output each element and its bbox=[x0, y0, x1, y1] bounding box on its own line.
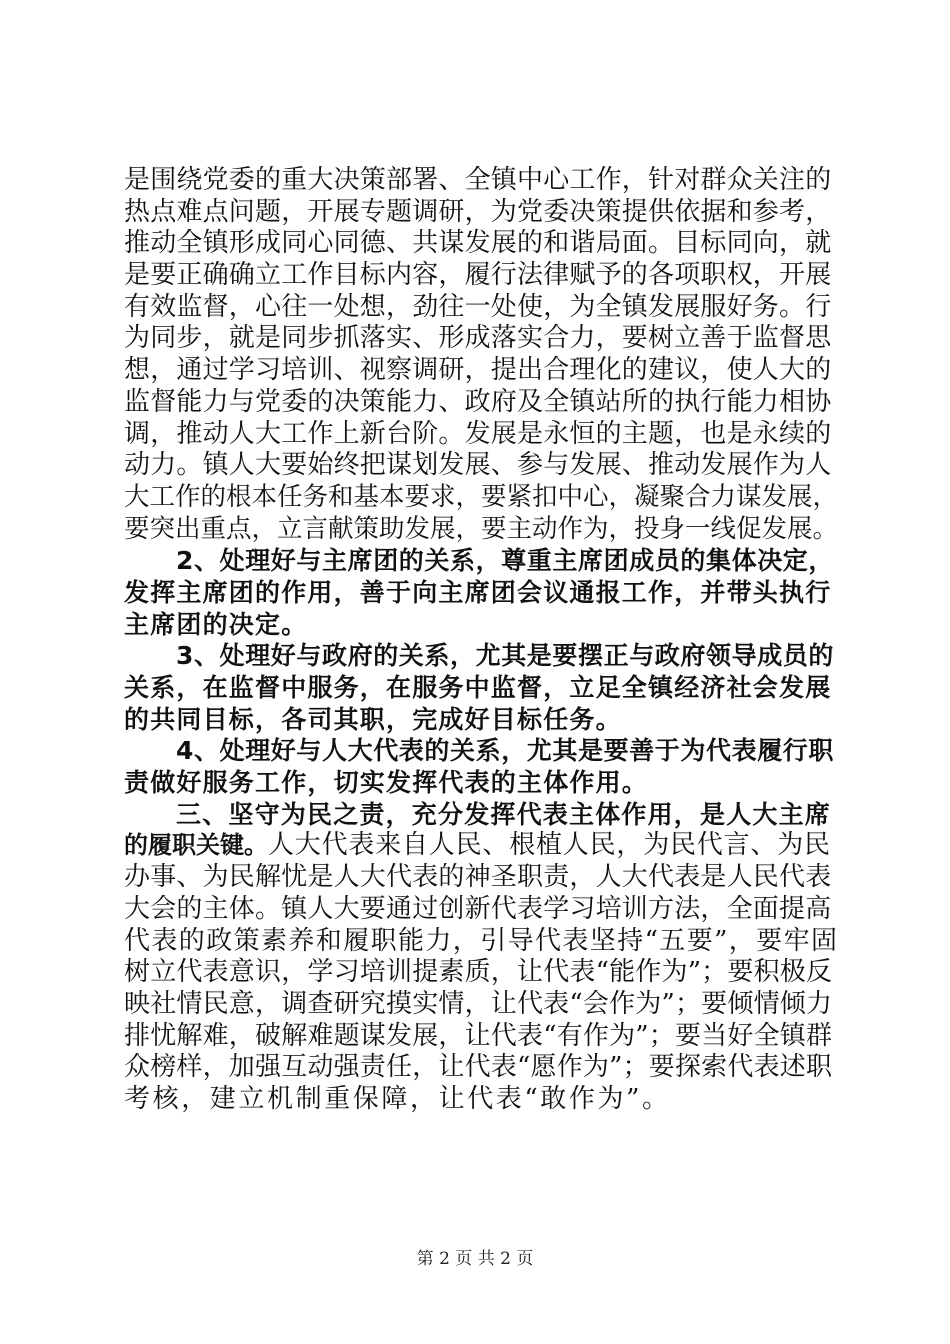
text-line: 调，推动人大工作上新台阶。发展是永恒的主题，也是永续的 bbox=[124, 418, 832, 449]
text-line: 代表的政策素养和履职能力，引导代表坚持“五要”，要牢固 bbox=[124, 925, 839, 956]
text-line: 是围绕党委的重大决策部署、全镇中心工作，针对群众关注的 bbox=[124, 165, 832, 195]
text-line: 责做好服务工作，切实发挥代表的主体作用。 bbox=[124, 768, 649, 798]
text-line: 推动全镇形成同心同德、共谋发展的和谐局面。目标同向，就 bbox=[124, 228, 832, 259]
text-line: 的共同目标，各司其职，完成好目标任务。 bbox=[124, 704, 622, 734]
text-line: 热点难点问题，开展专题调研，为党委决策提供依据和参考， bbox=[124, 196, 832, 227]
text-line: 大工作的根本任务和基本要求，要紧扣中心，凝聚合力谋发展， bbox=[124, 481, 839, 512]
text-line: 映社情民意，调查研究摸实情，让代表“会作为”；要倾情倾力 bbox=[124, 988, 833, 1019]
text-line: 关系，在监督中服务，在服务中监督，立足全镇经济社会发展 bbox=[124, 673, 832, 702]
text-line: 众榜样，加强互动强责任，让代表“愿作为”；要探索代表述职 bbox=[124, 1052, 833, 1083]
text-line: 是要正确确立工作目标内容，履行法律赋予的各项职权，开展 bbox=[124, 260, 832, 291]
text-line: 办事、为民解忧是人大代表的神圣职责，人大代表是人民代表 bbox=[124, 862, 832, 893]
text-line bbox=[124, 830, 839, 862]
text-line: 4、处理好与人大代表的关系，尤其是要善于为代表履行职 bbox=[176, 736, 834, 766]
text-line: 三、坚守为民之责，充分发挥代表主体作用，是人大主席 bbox=[176, 799, 832, 829]
page-footer: 第 2 页 共 2 页 bbox=[416, 1249, 534, 1269]
text-line: 2、处理好与主席团的关系，尊重主席团成员的集体决定， bbox=[176, 546, 834, 576]
text-line: 主席团的决定。 bbox=[124, 609, 308, 639]
text-line: 要突出重点，立言献策助发展，要主动作为，投身一线促发展。 bbox=[124, 513, 839, 544]
text-line: 有效监督，心往一处想，劲往一处使，为全镇发展服好务。行 bbox=[124, 291, 832, 322]
text-line: 考核，建立机制重保障，让代表“敢作为”。 bbox=[124, 1083, 671, 1114]
text-line: 动力。镇人大要始终把谋划发展、参与发展、推动发展作为人 bbox=[124, 450, 832, 481]
text-line: 监督能力与党委的决策能力、政府及全镇站所的执行能力相协 bbox=[124, 386, 832, 417]
text-line-bold-part: 的履职关键。 bbox=[124, 831, 268, 860]
text-line-regular-part: 人大代表来自人民、根植人民，为民代言、为民 bbox=[268, 830, 831, 861]
document-body bbox=[124, 165, 839, 1116]
text-line: 大会的主体。镇人大要通过创新代表学习培训方法，全面提高 bbox=[124, 893, 832, 924]
text-line: 发挥主席团的作用，善于向主席团会议通报工作，并带头执行 bbox=[124, 577, 832, 607]
text-line: 3、处理好与政府的关系，尤其是要摆正与政府领导成员的 bbox=[176, 641, 834, 671]
text-line: 想，通过学习培训、视察调研，提出合理化的建议，使人大的 bbox=[124, 355, 832, 386]
text-line: 树立代表意识，学习培训提素质，让代表“能作为”；要积极反 bbox=[124, 957, 833, 988]
text-line: 为同步，就是同步抓落实、形成落实合力，要树立善于监督思 bbox=[124, 323, 832, 354]
text-line: 排忧解难，破解难题谋发展，让代表“有作为”；要当好全镇群 bbox=[124, 1020, 833, 1051]
